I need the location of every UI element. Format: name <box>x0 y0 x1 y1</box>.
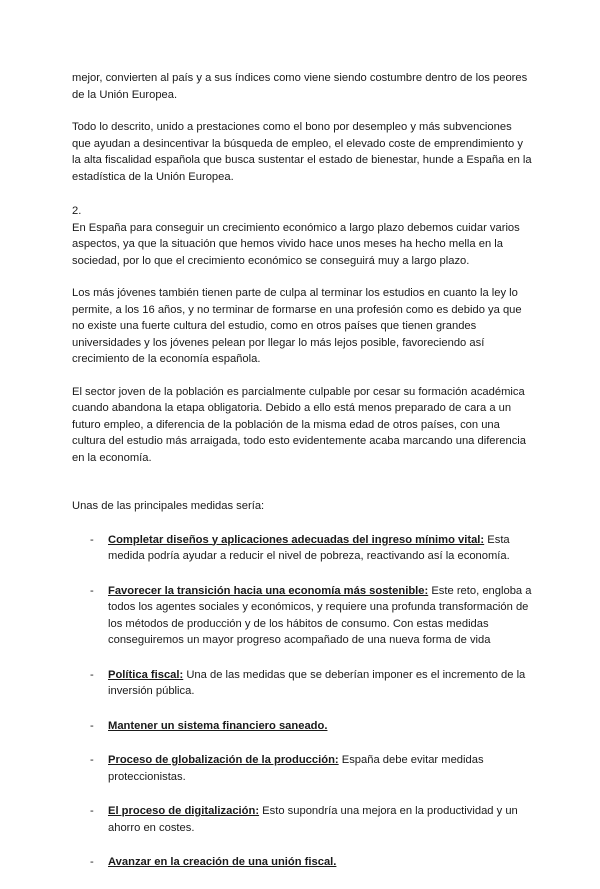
list-dash: - <box>90 533 94 546</box>
list-dash: - <box>90 805 94 817</box>
list-item <box>72 854 532 871</box>
measure-text: España debe evitar medidas proteccionistas. <box>108 754 484 783</box>
measure-text: Esta medida podría ayudar a reducir el nivel de pobreza, reactivando así la economía. <box>108 533 510 562</box>
measure-text: Este reto, engloba a todos los agentes sociales y económicos, y requiere una profunda transformación de los métodos de producción y de los hábitos de consumo. Con estas medidas conseguiremos un mayor progreso acompañado de una nueva forma de vida <box>108 584 532 646</box>
section-number: 2. <box>72 205 82 217</box>
paragraph-continuation: mejor, convierten al país y a sus índices como viene siendo costumbre dentro de los peores de la Unión Europea. <box>72 72 528 101</box>
list-item <box>72 583 532 649</box>
list-dash: - <box>90 668 94 681</box>
measure-text: Una de las medidas que se deberían imponer es el incremento de la inversión pública. <box>108 668 526 697</box>
measure-title: Proceso de globalización de la producción: <box>108 754 339 766</box>
list-item <box>72 667 532 700</box>
measures-intro: Unas de las principales medidas sería: <box>72 500 265 512</box>
list-item <box>72 752 532 785</box>
measure-title: Avanzar en la creación de una unión fiscal. <box>108 856 337 868</box>
measure-title: Política fiscal: <box>108 668 184 681</box>
paragraph-crecimiento: En España para conseguir un crecimiento económico a largo plazo debemos cuidar varios aspectos, ya que la situación que hemos vivido hace unos meses ha hecho mella en la sociedad, por lo que el crecimiento económico se conseguirá muy a largo plazo. <box>72 221 520 267</box>
measure-title: Mantener un sistema financiero saneado. <box>108 719 328 732</box>
paragraph-jovenes: Los más jóvenes también tienen parte de culpa al terminar los estudios en cuanto la ley lo permite, a los 16 años, y no terminar de formarse en una profesión como es debido ya que no existe una fuerte cultura del estudio, como en otros países que tienen grandes universidades y los jóvenes pelean por llegar lo más lejos posible, favoreciendo así crecimiento de la economía española. <box>72 287 522 365</box>
list-dash: - <box>90 856 94 868</box>
list-dash: - <box>90 719 94 732</box>
measure-title: Completar diseños y aplicaciones adecuadas del ingreso mínimo vital: <box>108 533 485 546</box>
measure-title: El proceso de digitalización: <box>108 805 260 817</box>
paragraph-descrito: Todo lo descrito, unido a prestaciones como el bono por desempleo y más subvenciones que ayudan a desincentivar la búsqueda de empleo, el elevado coste de emprendimiento y la alta fiscalidad española que busca sustentar el estado de bienestar, hunde a España en la estadística de la Unión Europea. <box>72 121 532 183</box>
list-dash: - <box>90 584 94 597</box>
measures-list <box>72 532 532 871</box>
list-item <box>72 803 532 836</box>
list-dash: - <box>90 754 94 766</box>
list-item <box>72 718 532 735</box>
paragraph-sector-joven: El sector joven de la población es parcialmente culpable por cesar su formación académica cuando abandona la etapa obligatoria. Debido a ello está menos preparado de cara a un futuro empleo, a diferencia de la población de la misma edad de otros países, con una cultura del estudio más arraigada, todo esto evidentemente acaba marcando una diferencia en la economía. <box>72 385 527 464</box>
document-page <box>72 70 532 889</box>
list-item <box>72 532 532 565</box>
measure-title: Favorecer la transición hacia una economía más sostenible: <box>108 584 429 597</box>
measure-text: Esto supondría una mejora en la productividad y un ahorro en costes. <box>108 805 518 834</box>
